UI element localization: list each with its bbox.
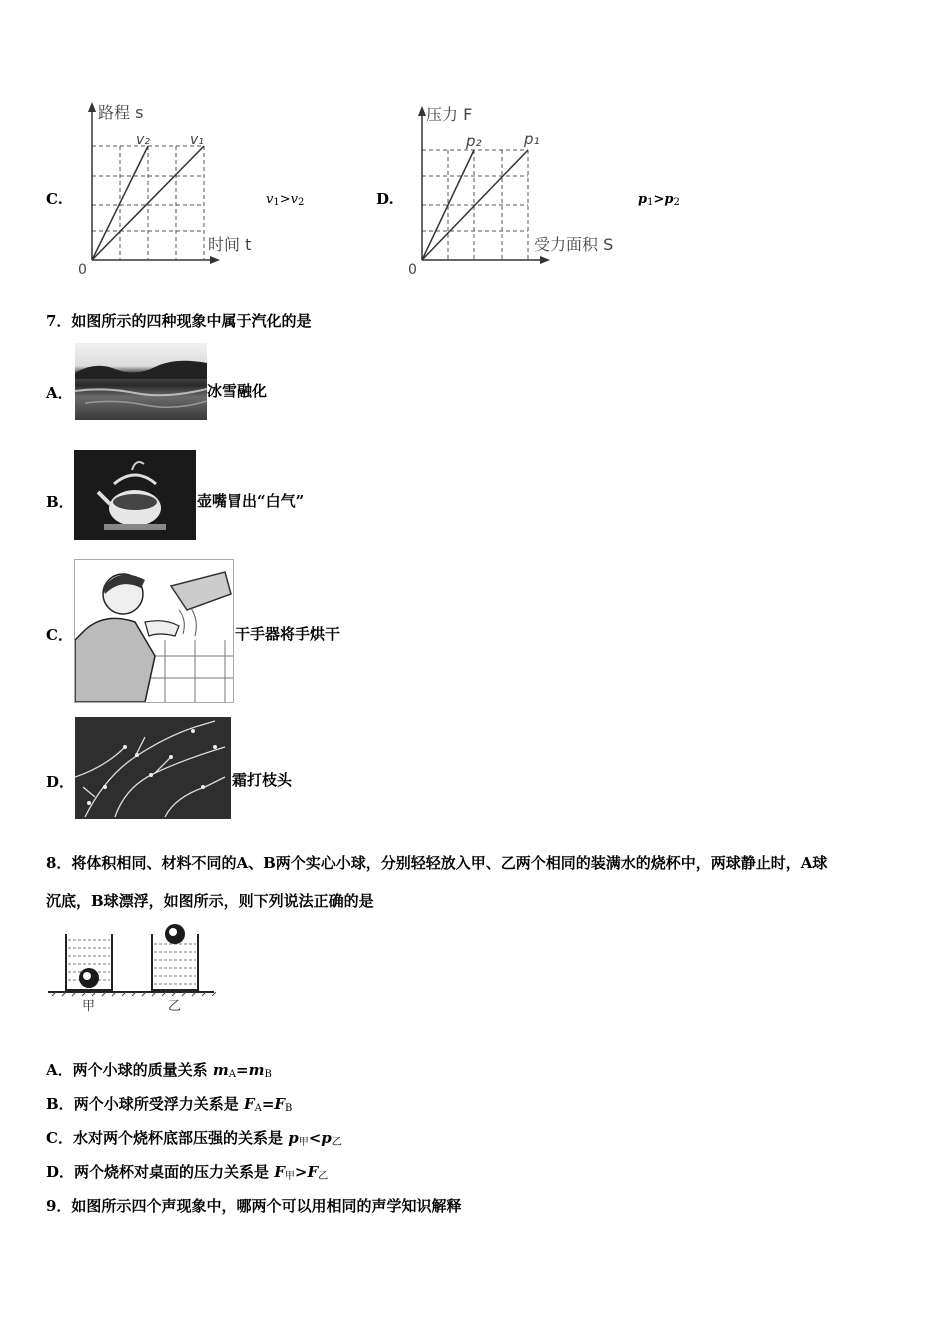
q7-option-c-label: C． (46, 626, 73, 644)
q6d-y-axis-label: 压力 F (426, 105, 473, 124)
q6-option-c-label: C. (46, 190, 63, 208)
q6c-v2-label: v₂ (136, 132, 150, 148)
q8-option-b: B．两个小球所受浮力关系是 FA=FB (46, 1095, 293, 1114)
q6-option-c-answer: v1>v2 (266, 192, 305, 208)
q6d-origin: 0 (408, 262, 417, 278)
q7-option-a-label: A． (46, 384, 73, 402)
q6d-p2-label: p₂ (466, 132, 482, 150)
q8-stem-line1: 8．将体积相同、材料不同的A、B两个实心小球，分别轻轻放入甲、乙两个相同的装满水的烧杯中，两球静止时，A球 (46, 854, 828, 872)
q6c-v1-label: v₁ (190, 132, 204, 148)
q8-beakers-figure (46, 922, 216, 1014)
q9-stem: 9．如图所示四个声现象中，哪两个可以用相同的声学知识解释 (46, 1197, 462, 1215)
beaker-yi (152, 924, 198, 990)
q7-b-image-kettle (74, 450, 196, 540)
q7-option-b-text: 壶嘴冒出“白气” (197, 492, 305, 510)
q7-c-image-hand-dryer (74, 559, 234, 703)
q6-option-d-graph (404, 98, 644, 278)
q7-a-image-melting-snow (75, 343, 207, 420)
q6-option-d-label: D. (376, 190, 394, 208)
q6d-p1-label: p₁ (524, 130, 540, 148)
label-jia: 甲 (82, 999, 96, 1014)
beaker-jia (66, 934, 112, 990)
q6c-y-axis-label: 路程 s (98, 103, 144, 122)
label-yi: 乙 (168, 999, 182, 1014)
q7-option-a-text: 冰雪融化 (207, 382, 268, 400)
q8-option-c: C．水对两个烧杯底部压强的关系是 p甲<p乙 (46, 1129, 342, 1148)
q6c-x-axis-label: 时间 t (208, 235, 252, 254)
q7-option-d-label: D． (46, 773, 75, 791)
q6-option-d-answer: p1>p2 (638, 192, 680, 208)
q6-option-c-graph (74, 98, 274, 278)
q8-option-d: D．两个烧杯对桌面的压力关系是 F甲>F乙 (46, 1163, 329, 1182)
q7-option-c-text: 干手器将手烘干 (235, 625, 341, 643)
q7-option-b-label: B． (46, 493, 74, 511)
q7-stem: 7．如图所示的四种现象中属于汽化的是 (46, 312, 312, 330)
q6c-origin: 0 (78, 262, 87, 278)
q7-d-image-frost-branches (75, 717, 231, 819)
q7-option-d-text: 霜打枝头 (232, 771, 293, 789)
q6d-x-axis-label: 受力面积 S (534, 235, 614, 254)
q8-stem-line2: 沉底，B球漂浮，如图所示，则下列说法正确的是 (46, 892, 374, 910)
q8-option-a: A．两个小球的质量关系 mA=mB (46, 1061, 272, 1080)
